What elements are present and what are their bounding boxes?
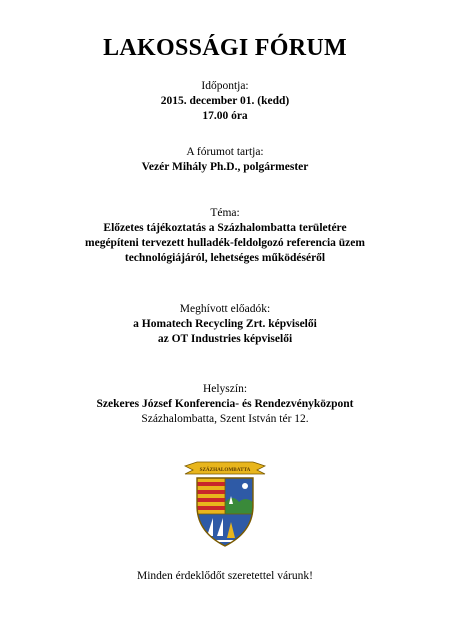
venue-section: [20, 382, 430, 427]
date-label: Időpontja:: [201, 80, 249, 92]
topic-line: technológiájáról, lehetséges működéséről: [124, 252, 326, 264]
date-section: [20, 79, 430, 124]
speaker-item: az OT Industries képviselői: [157, 333, 293, 345]
speakers-section: [20, 302, 430, 347]
crest-banner-text: SZÁZHALOMBATTA: [199, 467, 251, 473]
host-section: [20, 145, 430, 175]
venue-address: Százhalombatta, Szent István tér 12.: [141, 413, 309, 425]
topic-section: [20, 206, 430, 266]
speakers-label: Meghívott előadók:: [179, 303, 271, 315]
venue-label: Helyszín:: [202, 383, 248, 395]
topic-line: Előzetes tájékoztatás a Százhalombatta területére: [103, 222, 347, 234]
city-coat-of-arms-icon: [183, 460, 267, 550]
venue-name: Szekeres József Konferencia- és Rendezvényközpont: [96, 398, 354, 410]
host-name: Vezér Mihály Ph.D., polgármester: [141, 161, 309, 173]
crest-star: [242, 483, 248, 489]
host-label: A fórumot tartja:: [186, 146, 264, 158]
speaker-item: a Homatech Recycling Zrt. képviselői: [133, 318, 317, 330]
topic-label: Téma:: [210, 207, 240, 219]
topic-line: megépíteni tervezett hulladék-feldolgozó referencia üzem: [85, 237, 365, 249]
page-title: LAKOSSÁGI FÓRUM: [103, 35, 347, 61]
date-day: 2015. december 01. (kedd): [160, 95, 290, 107]
date-time: 17.00 óra: [202, 110, 248, 122]
footer-invitation: Minden érdeklődőt szeretettel várunk!: [137, 570, 313, 582]
